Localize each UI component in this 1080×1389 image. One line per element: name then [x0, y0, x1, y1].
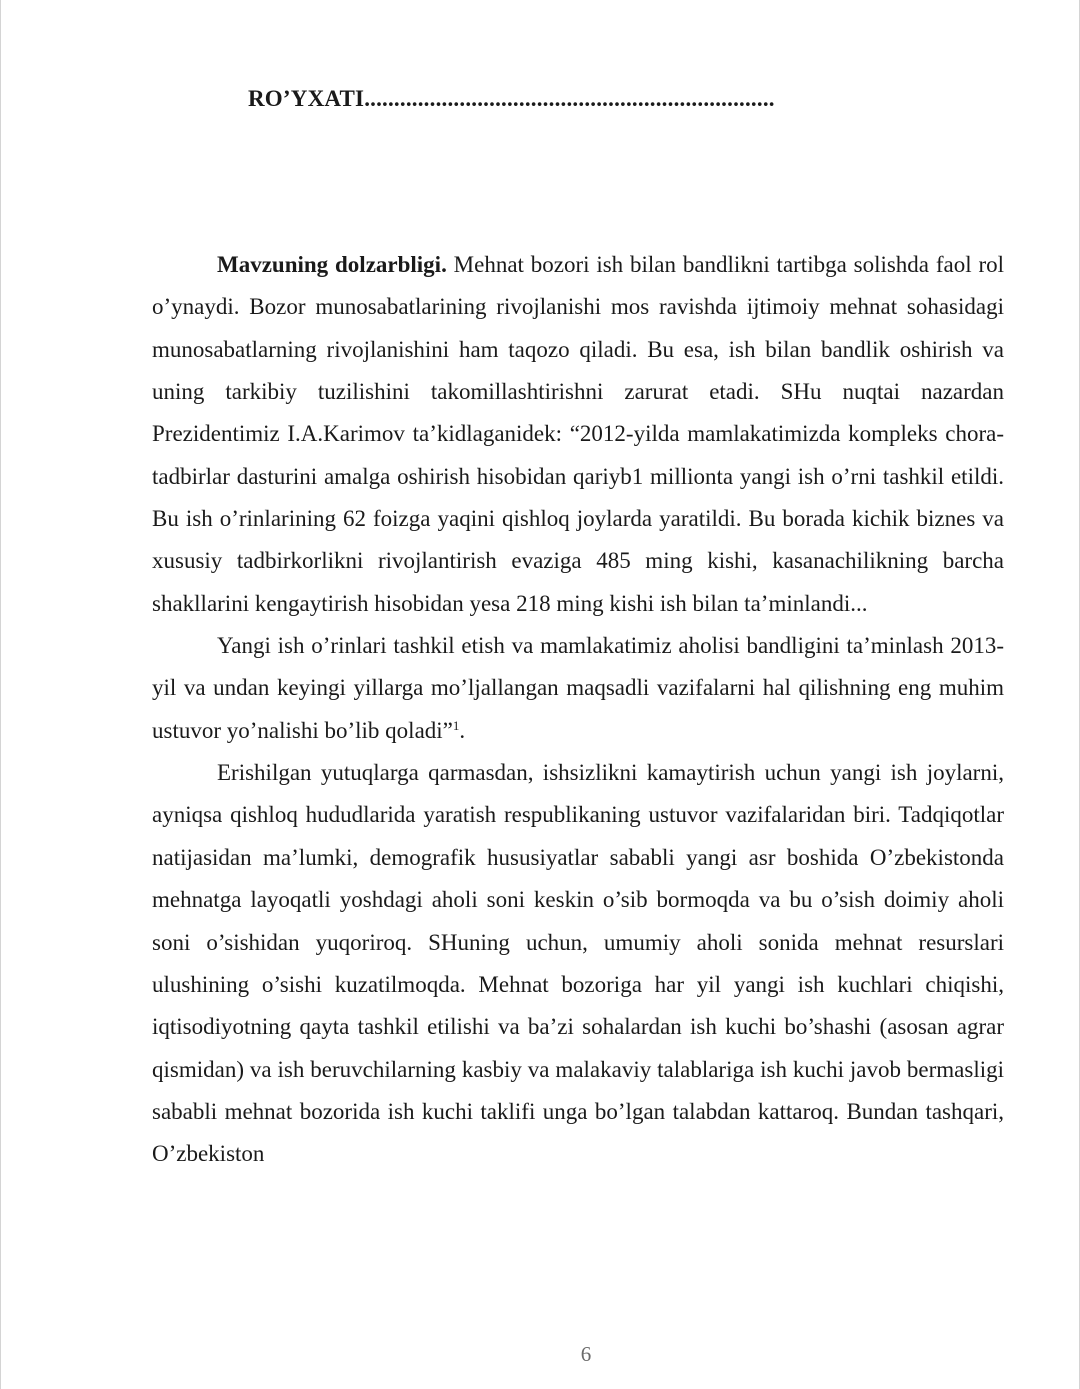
paragraph-unemployment: [152, 752, 1004, 1175]
footnote-reference[interactable]: 1: [452, 717, 460, 733]
toc-leader-dots: .....................................................................: [364, 86, 775, 111]
toc-heading: RO’YXATI: [248, 86, 365, 111]
paragraph-quote-end: [152, 625, 1004, 752]
paragraph-text: Erishilgan yutuqlarga qarmasdan, ishsizlikni kamaytirish uchun yangi ish joylarni, ayniqsa qishloq hududlarida yaratish respublikaning ustuvor vazifalaridan biri. Tadqiqotlar natijasidan ma’lumki, demografik hususiyatlar sababli yangi asr boshida O’zbekistonda mehnatga layoqatli yoshdagi aholi soni keskin o’sib bormoqda va bu o’sish doimiy aholi soni o’sishidan yuqoriroq. SHuning uchun, umumiy aholi sonida mehnat resurslari ulushining o’sishi kuzatilmoqda. Mehnat bozoriga har yil yangi ish kuchlari chiqishi, iqtisodiyotning qayta tashkil etilishi va ba’zi sohalardan ish kuchi bo’shashi (asosan agrar qismidan) va ish beruvchilarning kasbiy va malakaviy talablariga ish kuchi javob bermasligi sababli mehnat bozorida ish kuchi taklifi unga bo’lgan talabdan kattaroq. Bundan tashqari, O’zbekiston: [152, 760, 1004, 1167]
paragraph-relevance: [152, 244, 1004, 625]
page-edge-left: [0, 0, 1, 1389]
toc-entry: [248, 86, 948, 112]
paragraph-text: Mehnat bozori ish bilan bandlikni tartibga solishda faol rol o’ynaydi. Bozor munosabatlarining rivojlanishi mos ravishda ijtimoiy mehnat sohasidagi munosabatlarning rivojlanishini ham taqozo qiladi. Bu esa, ish bilan bandlik oshirish va uning tarkibiy tuzilishini takomillashtirishni zarurat etadi. SHu nuqtai nazardan Prezidentimiz I.A.Karimov ta’kidlaganidek: “2012-yilda mamlakatimizda kompleks chora-tadbirlar dasturini amalga oshirish hisobidan qariyb1 millionta yangi ish o’rni tashkil etildi. Bu ish o’rinlarining 62 foizga yaqini qishloq joylarda yaratildi. Bu borada kichik biznes va xususiy tadbirkorlikni rivojlantirish evaziga 485 ming kishi, kasanachilikning barcha shakllarini kengaytirish hisobidan yesa 218 ming kishi ish bilan ta’minlandi...: [152, 252, 1004, 616]
paragraph-period: .: [459, 717, 466, 743]
paragraph-lead-heading: Mavzuning dolzarbligi.: [217, 252, 447, 277]
document-body: [152, 244, 1004, 1176]
paragraph-text: Yangi ish o’rinlari tashkil etish va mamlakatimiz aholisi bandligini ta’minlash 2013-yil va undan keyingi yillarga mo’ljallangan maqsadli vazifalarni hal qilishning eng muhim ustuvor yo’nalishi bo’lib qoladi”: [152, 633, 1004, 743]
page-number: 6: [580, 1342, 592, 1366]
